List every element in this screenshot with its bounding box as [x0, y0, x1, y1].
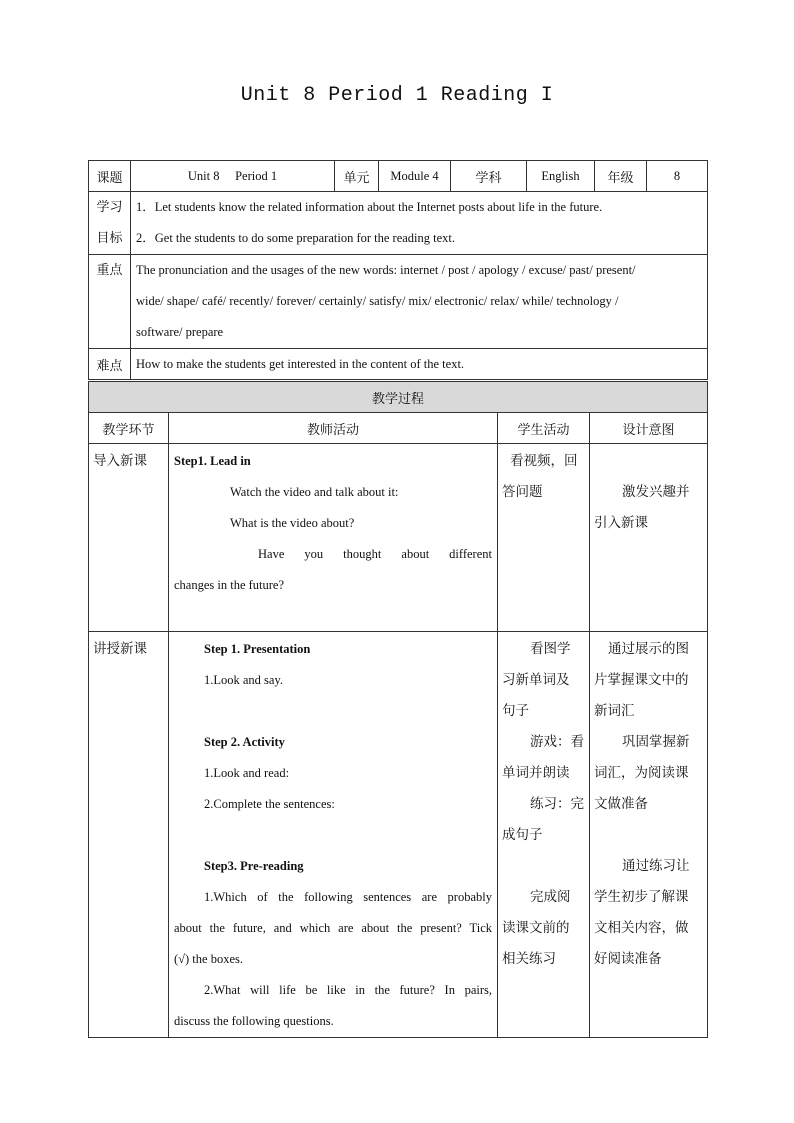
teacher-new-lesson — [169, 632, 498, 1038]
purpose-line: 通过练习让 — [622, 858, 690, 874]
step-heading: Step3. Pre-reading — [204, 859, 304, 873]
student-line: 看图学 — [530, 641, 571, 657]
teacher-line: (√) the boxes. — [174, 952, 243, 966]
student-line: 练习：完 — [530, 796, 584, 812]
difficulties-label: 难点 — [89, 349, 131, 380]
student-line: 相关练习 — [502, 951, 556, 967]
purpose-lead-in — [590, 444, 708, 632]
new-lesson-row — [89, 632, 708, 1038]
header-purpose: 设计意图 — [590, 413, 708, 444]
info-row — [89, 161, 708, 192]
purpose-line: 巩固掌握新 — [622, 734, 690, 750]
teacher-line: discuss the following questions. — [174, 1014, 334, 1028]
student-line: 句子 — [502, 703, 529, 719]
step-heading: Step 2. Activity — [204, 735, 285, 749]
teacher-line: Have you thought about different — [258, 547, 492, 561]
topic-label: 课题 — [89, 161, 131, 192]
purpose-line: 激发兴趣并 — [622, 484, 690, 500]
section-title: 教学过程 — [89, 382, 708, 413]
subject-value: English — [527, 161, 595, 192]
key-points-content — [131, 255, 708, 349]
unit-value: Module 4 — [379, 161, 451, 192]
header-row — [89, 413, 708, 444]
teacher-line: 1.Which of the following sentences are probably — [204, 890, 492, 904]
teacher-line: changes in the future? — [174, 578, 285, 592]
objectives-content — [131, 192, 708, 255]
purpose-line: 学生初步了解课 — [594, 889, 689, 905]
student-new-lesson — [498, 632, 590, 1038]
key-points-line: software/ prepare — [136, 325, 224, 339]
teacher-line: 1.Look and read: — [204, 766, 290, 780]
purpose-line: 文相关内容，做 — [594, 920, 689, 936]
student-lead-in — [498, 444, 590, 632]
header-student: 学生活动 — [498, 413, 590, 444]
objectives-row — [89, 192, 708, 255]
header-teacher: 教师活动 — [169, 413, 498, 444]
purpose-line: 片掌握课文中的 — [594, 672, 689, 688]
teacher-line: What is the video about? — [230, 516, 355, 530]
student-line: 读课文前的 — [502, 920, 570, 936]
student-line: 游戏：看 — [530, 734, 584, 750]
teacher-line: about the future, and which are about the present? Tick — [174, 921, 492, 935]
grade-value: 8 — [647, 161, 708, 192]
key-points-line: The pronunciation and the usages of the new words: internet / post / apology / excuse/ past/ present/ — [136, 263, 636, 277]
difficulties-row — [89, 349, 708, 380]
key-points-row — [89, 255, 708, 349]
teacher-line: 1.Look and say. — [204, 673, 284, 687]
unit-label: 单元 — [335, 161, 379, 192]
section-row — [89, 382, 708, 413]
student-line: 单词并朗读 — [502, 765, 570, 781]
objectives-label-line: 学习 — [96, 200, 123, 215]
purpose-new-lesson — [590, 632, 708, 1038]
purpose-line: 引入新课 — [594, 515, 648, 531]
objective-item: 2．Get the students to do some preparation for the reading text. — [136, 231, 456, 245]
student-line: 习新单词及 — [502, 672, 570, 688]
student-line: 完成阅 — [530, 889, 571, 905]
topic-value: Unit 8 Period 1 — [131, 161, 335, 192]
purpose-line: 文做准备 — [594, 796, 648, 812]
page-title: Unit 8 Period 1 Reading I — [240, 84, 554, 107]
teacher-lead-in — [169, 444, 498, 632]
difficulties-content: How to make the students get interested in the content of the text. — [131, 349, 708, 380]
purpose-line: 新词汇 — [594, 703, 635, 719]
key-points-line: wide/ shape/ café/ recently/ forever/ certainly/ satisfy/ mix/ electronic/ relax/ while/ technology / — [136, 294, 619, 308]
objective-item: 1．Let students know the related information about the Internet posts about life in the future. — [136, 200, 603, 214]
stage-lead-in: 导入新课 — [89, 444, 169, 632]
purpose-line: 好阅读准备 — [594, 951, 662, 967]
teacher-line: Watch the video and talk about it: — [230, 485, 399, 499]
header-stage: 教学环节 — [89, 413, 169, 444]
step-heading: Step 1. Presentation — [204, 642, 311, 656]
stage-new-lesson: 讲授新课 — [89, 632, 169, 1038]
step-heading: Step1. Lead in — [174, 454, 251, 468]
purpose-line: 通过展示的图 — [608, 641, 689, 657]
student-line: 看视频，回 — [510, 453, 578, 469]
teaching-process-table — [88, 381, 708, 1038]
teacher-line: 2.Complete the sentences: — [204, 797, 335, 811]
subject-label: 学科 — [451, 161, 527, 192]
purpose-line: 词汇，为阅读课 — [594, 765, 689, 781]
lesson-info-table — [88, 160, 708, 380]
teacher-line: 2.What will life be like in the future? In pairs, — [204, 983, 492, 997]
student-line: 成句子 — [502, 827, 543, 843]
student-line: 答问题 — [502, 484, 543, 500]
lead-in-row — [89, 444, 708, 632]
grade-label: 年级 — [595, 161, 647, 192]
objectives-label-line: 目标 — [96, 231, 123, 246]
key-points-label: 重点 — [89, 255, 131, 349]
objectives-label — [89, 192, 131, 255]
